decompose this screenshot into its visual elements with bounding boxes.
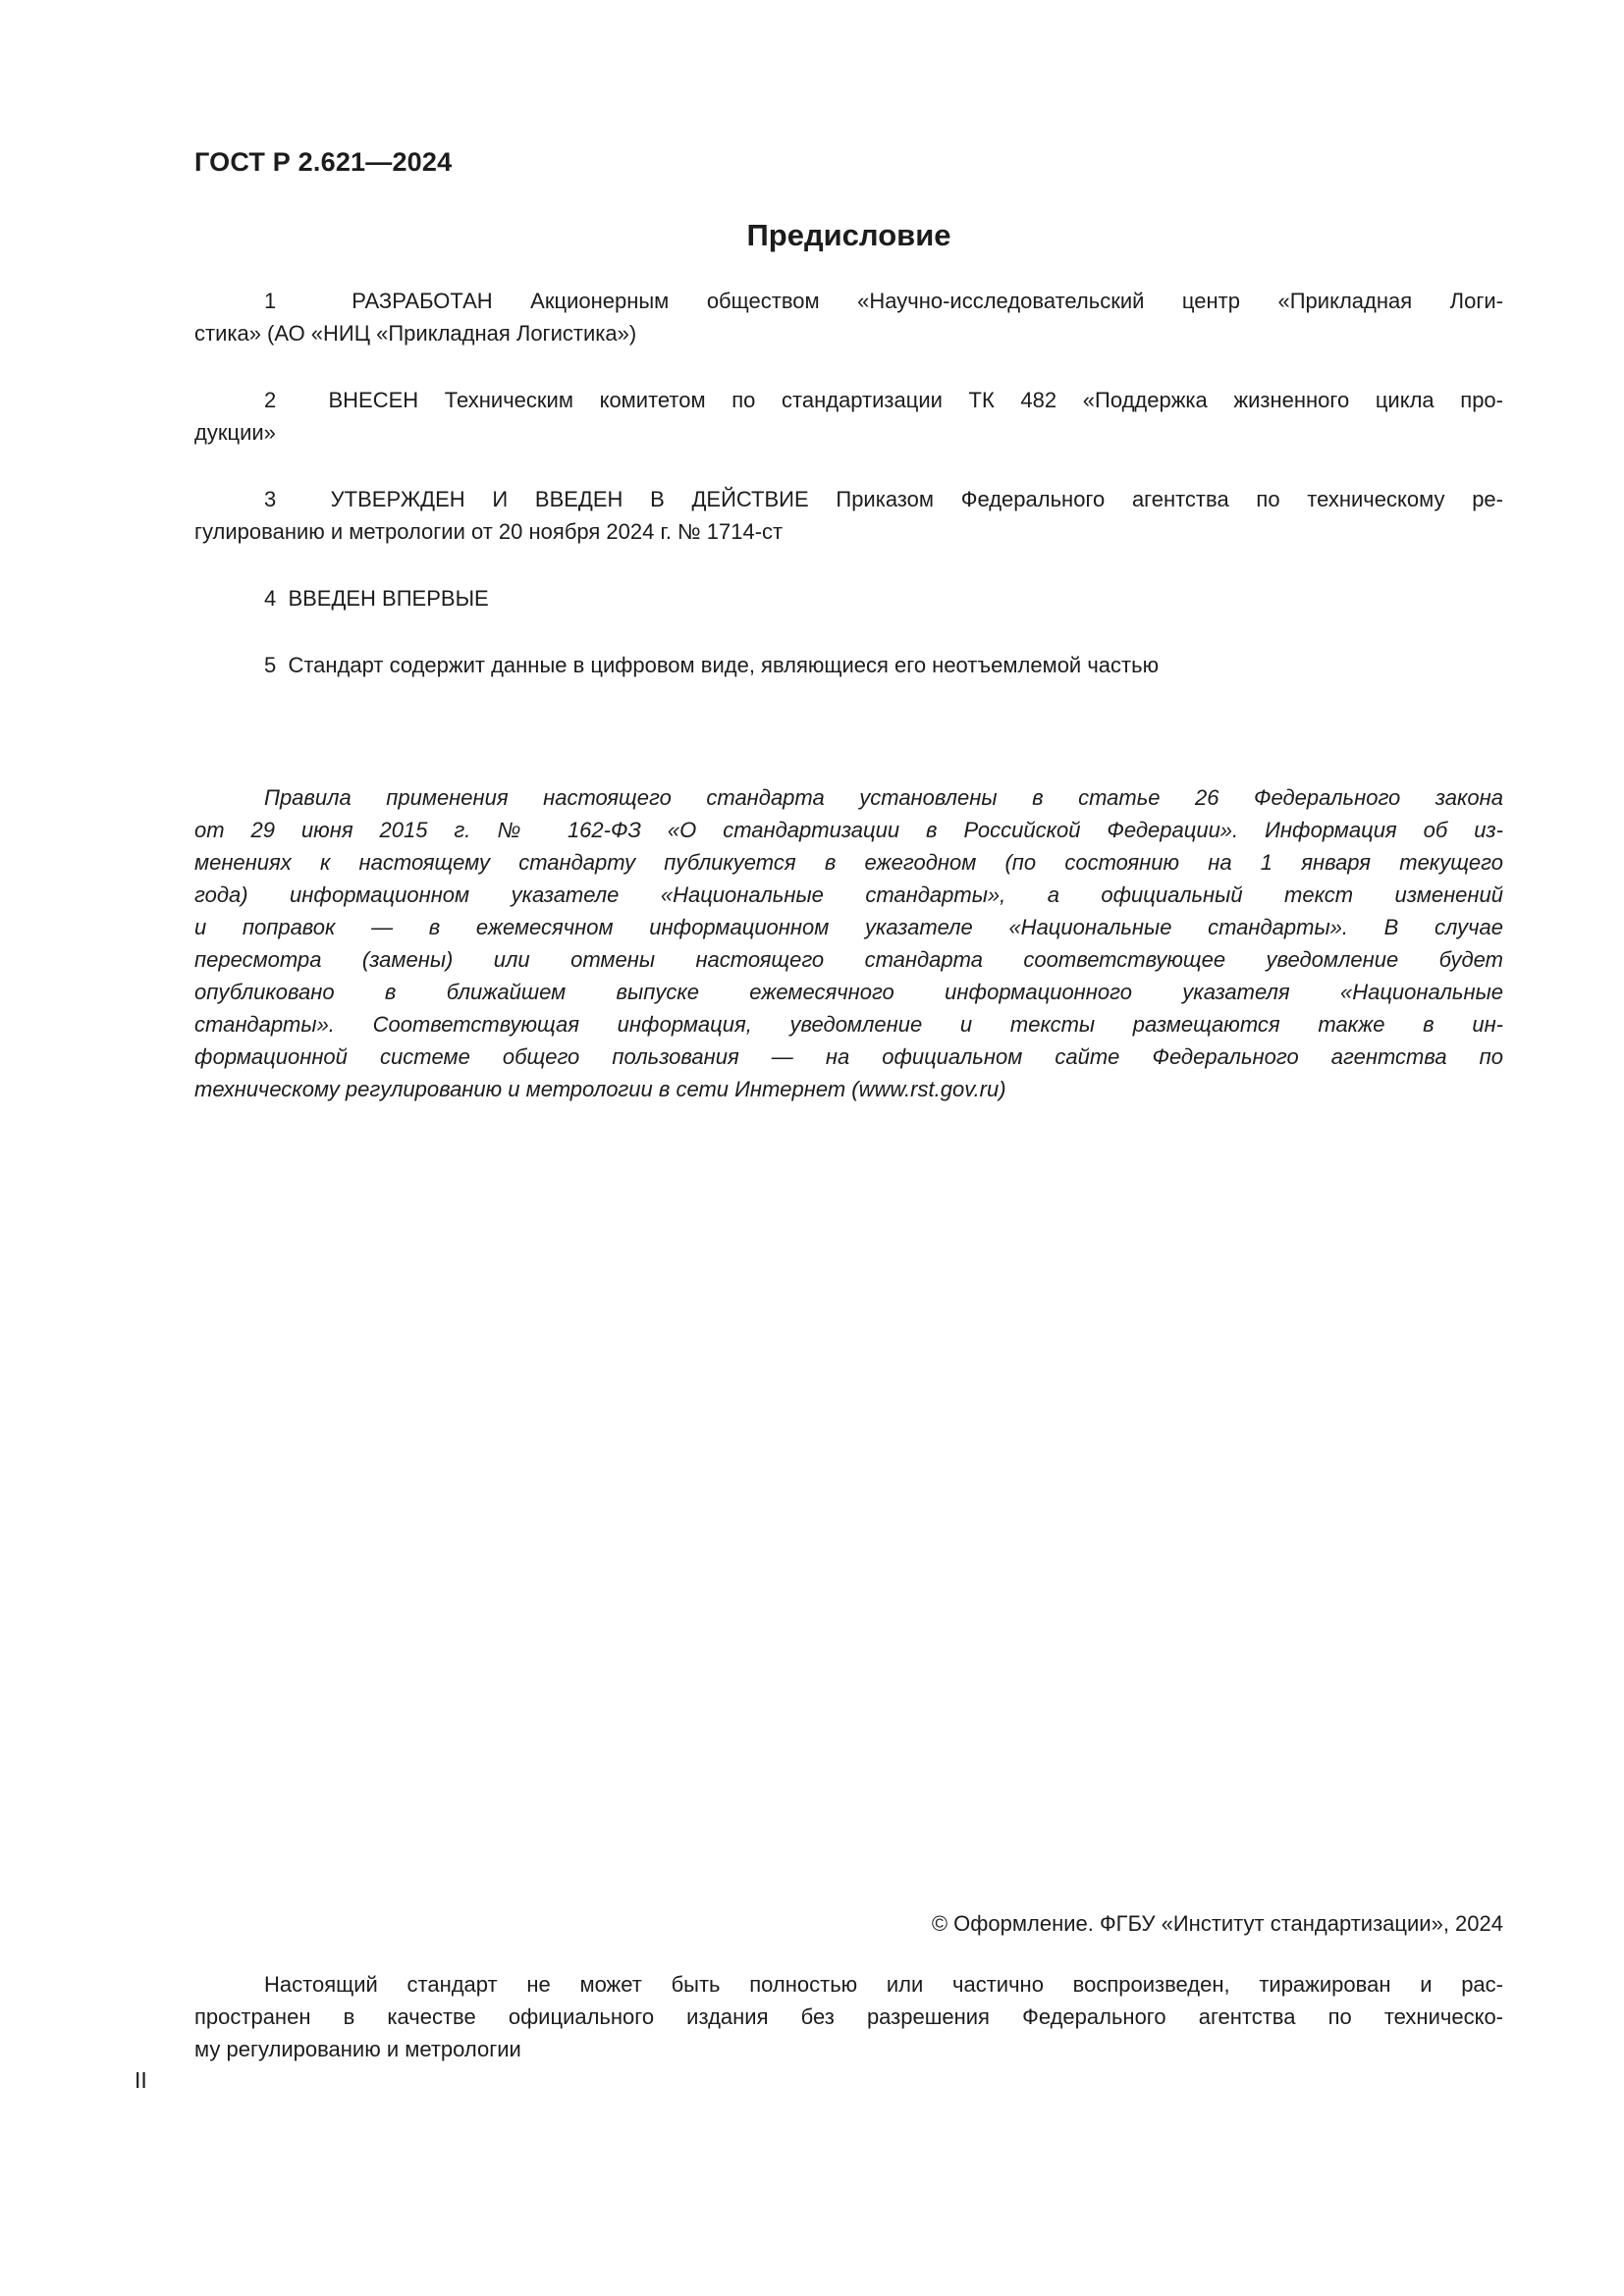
foreword-item-submitted <box>194 384 1503 449</box>
text-line: от 29 июня 2015 г. № 162-ФЗ «О стандартизации в Российской Федерации». Информация об из- <box>194 818 1503 842</box>
text-line: менениях к настоящему стандарту публикуется в ежегодном (по состоянию на 1 января текущего <box>194 850 1503 875</box>
copyright-notice: © Оформление. ФГБУ «Институт стандартизации», 2024 <box>931 1911 1503 1936</box>
foreword-item-digital-data <box>194 649 1503 681</box>
text-line: Правила применения настоящего стандарта установлены в статье 26 Федерального закона <box>264 785 1503 810</box>
text-line: му регулированию и метрологии <box>194 2037 521 2061</box>
text-line: 4 ВВЕДЕН ВПЕРВЫЕ <box>264 586 489 611</box>
text-line: стика» (АО «НИЦ «Прикладная Логистика») <box>194 321 637 346</box>
text-line: 2 ВНЕСЕН Техническим комитетом по стандартизации ТК 482 «Поддержка жизненного цикла про- <box>264 388 1503 412</box>
text-line: года) информационном указателе «Национальные стандарты», а официальный текст изменений <box>194 882 1503 907</box>
text-line: опубликовано в ближайшем выпуске ежемесячного информационного указателя «Национальные <box>194 980 1503 1004</box>
text-line: техническому регулированию и метрологии в сети Интернет (www.rst.gov.ru) <box>194 1077 1006 1101</box>
text-line: 1 РАЗРАБОТАН Акционерным обществом «Научно-исследовательский центр «Прикладная Логи- <box>264 289 1503 313</box>
text-line: стандарты». Соответствующая информация, уведомление и тексты размещаются также в ин- <box>194 1012 1503 1037</box>
page-title: Предисловие <box>746 218 951 252</box>
text-line: 5 Стандарт содержит данные в цифровом виде, являющиеся его неотъемлемой частью <box>264 653 1160 677</box>
foreword-item-introduced-first-time <box>194 582 1503 614</box>
text-line: Настоящий стандарт не может быть полностью или частично воспроизведен, тиражирован и рас- <box>264 1972 1503 1997</box>
text-line: и поправок — в ежемесячном информационном указателе «Национальные стандарты». В случае <box>194 915 1503 939</box>
legal-application-notice <box>194 781 1503 1105</box>
text-line: дукции» <box>194 420 276 445</box>
foreword-item-approved <box>194 483 1503 548</box>
standard-code: ГОСТ Р 2.621—2024 <box>194 147 453 177</box>
reproduction-restriction-notice <box>194 1968 1503 2065</box>
text-line: пространен в качестве официального издания без разрешения Федерального агентства по техническо- <box>194 2004 1503 2029</box>
text-line: гулированию и метрологии от 20 ноября 2024 г. № 1714-ст <box>194 519 784 544</box>
page-number: II <box>135 2067 147 2093</box>
foreword-section <box>194 285 1503 681</box>
text-line: 3 УТВЕРЖДЕН И ВВЕДЕН В ДЕЙСТВИЕ Приказом Федерального агентства по техническому ре- <box>264 487 1503 511</box>
text-line: пересмотра (замены) или отмены настоящего стандарта соответствующее уведомление будет <box>194 947 1503 972</box>
text-line: формационной системе общего пользования — на официальном сайте Федерального агентства по <box>194 1044 1503 1069</box>
foreword-item-developed <box>194 285 1503 349</box>
